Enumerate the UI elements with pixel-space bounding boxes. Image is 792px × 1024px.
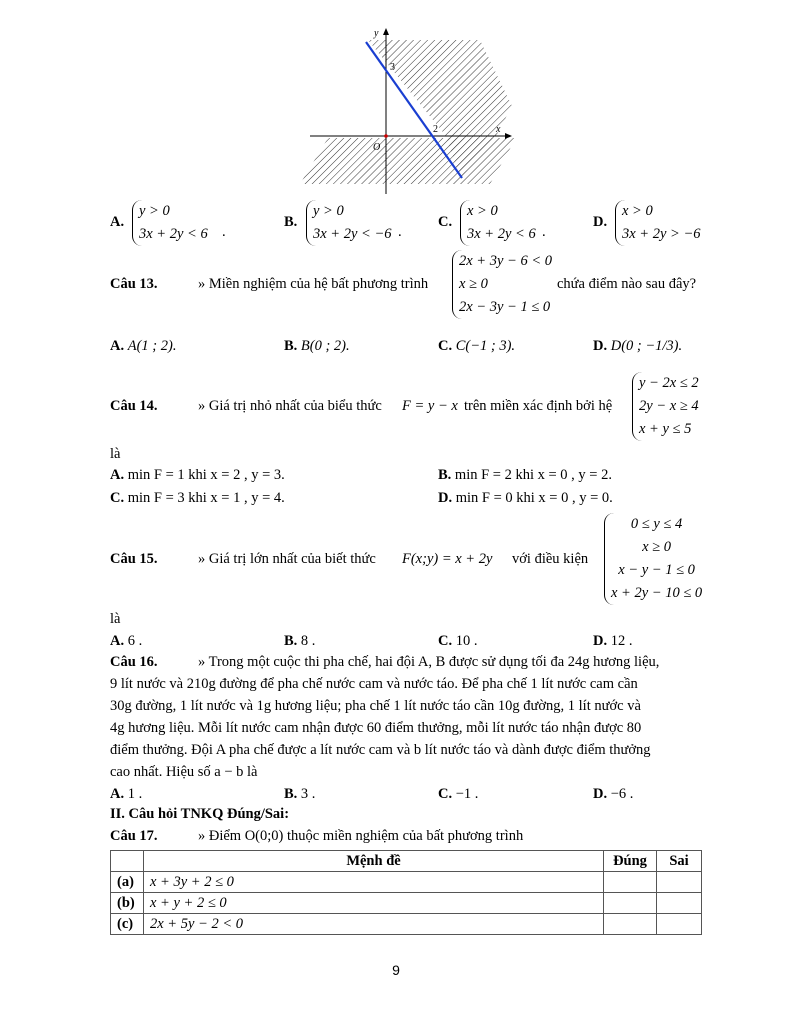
q16-option-b[interactable]: B. 3 .: [284, 786, 316, 802]
q15-label: Câu 15.: [110, 551, 158, 567]
x-axis-label: x: [496, 124, 501, 135]
q13-label: Câu 13.: [110, 276, 158, 292]
q15-option-b[interactable]: B. 8 .: [284, 633, 316, 649]
q14-option-a[interactable]: A. min F = 1 khi x = 2 , y = 3.: [110, 467, 285, 483]
y-axis-arrow: [383, 28, 389, 35]
shaded-region-lower: [300, 138, 516, 184]
q13-option-d[interactable]: D. D(0 ; −1/3).: [593, 338, 683, 354]
q15-option-c[interactable]: C. 10 .: [438, 633, 478, 649]
table-row: (a) x + 3y + 2 ≤ 0: [111, 872, 702, 893]
table-row: (c) 2x + 5y − 2 < 0: [111, 914, 702, 935]
y-intercept-label: 3: [390, 62, 395, 73]
y-axis-label: y: [374, 28, 379, 39]
answer-true-cell[interactable]: [604, 893, 657, 914]
table-row: (b) x + y + 2 ≤ 0: [111, 893, 702, 914]
q13-option-a[interactable]: A. A(1 ; 2).: [110, 338, 177, 354]
answer-true-cell[interactable]: [604, 914, 657, 935]
answer-false-cell[interactable]: [657, 893, 702, 914]
q15-system: 0 ≤ y ≤ 4 x ≥ 0 x − y − 1 ≤ 0 x + 2y − 10 ≤ 0: [604, 513, 702, 605]
region-graph: [300, 26, 520, 196]
q13-option-b[interactable]: B. B(0 ; 2).: [284, 338, 350, 354]
page-number: 9: [392, 962, 400, 978]
q17-label: Câu 17.: [110, 828, 158, 844]
q15-option-d[interactable]: D. 12 .: [593, 633, 633, 649]
origin-point: [384, 134, 388, 138]
origin-label: O: [373, 142, 381, 153]
x-intercept-label: 2: [433, 124, 438, 135]
q14-option-c[interactable]: C. min F = 3 khi x = 1 , y = 4.: [110, 490, 285, 506]
section-2-heading: II. Câu hỏi TNKQ Đúng/Sai:: [110, 806, 290, 822]
q16-option-c[interactable]: C. −1 .: [438, 786, 479, 802]
q17-text: » Điểm O(0;0) thuộc miền nghiệm của bất phương trình: [198, 828, 524, 844]
true-false-table: [110, 850, 702, 935]
q14-option-d[interactable]: D. min F = 0 khi x = 0 , y = 0.: [438, 490, 613, 506]
q14-system: y − 2x ≤ 2 2y − x ≥ 4 x + y ≤ 5: [632, 372, 699, 441]
answer-false-cell[interactable]: [657, 914, 702, 935]
q16-label: Câu 16.: [110, 654, 158, 670]
table-header-row: Mệnh đề Đúng Sai: [111, 851, 702, 872]
q13-system: 2x + 3y − 6 < 0 x ≥ 0 2x − 3y − 1 ≤ 0: [452, 250, 552, 319]
q14-label: Câu 14.: [110, 398, 158, 414]
q14-option-b[interactable]: B. min F = 2 khi x = 0 , y = 2.: [438, 467, 612, 483]
q13-option-c[interactable]: C. C(−1 ; 3).: [438, 338, 516, 354]
answer-true-cell[interactable]: [604, 872, 657, 893]
q15-option-a[interactable]: A. 6 .: [110, 633, 143, 649]
answer-false-cell[interactable]: [657, 872, 702, 893]
q16-option-a[interactable]: A. 1 .: [110, 786, 143, 802]
q16-option-d[interactable]: D. −6 .: [593, 786, 634, 802]
